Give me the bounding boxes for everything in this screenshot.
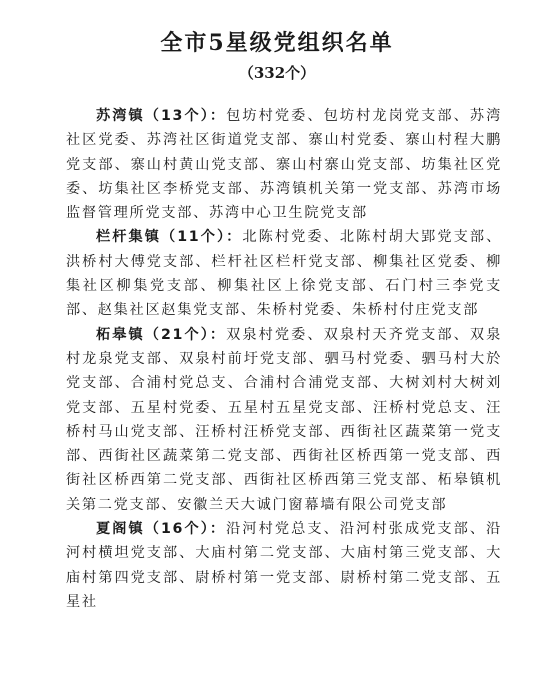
town-section-zhegao [66, 323, 502, 517]
town-heading: 栏杆集镇（11个）： [96, 229, 243, 246]
organization-list: 北陈村党委、北陈村胡大郢党支部、洪桥村大傅党支部、栏杆社区栏杆党支部、柳集社区党委、柳集社区柳集党支部、柳集社区上徐党支部、石门村三李党支部、赵集社区赵集党支部、朱桥村党委、朱桥村付庄党支部 [66, 229, 502, 319]
town-heading: 夏阁镇（16个）： [96, 521, 227, 538]
town-section-langanji [66, 225, 502, 322]
organization-count: （332个） [238, 64, 316, 82]
town-heading: 苏湾镇（13个）： [96, 108, 227, 124]
town-heading: 柘皋镇（21个）： [96, 326, 227, 343]
organization-list: 沿河村党总支、沿河村张成党支部、沿河村横坦党支部、大庙村第二党支部、大庙村第三党支部、大庙村第四党支部、尉桥村第一党支部、尉桥村第二党支部、五星社 [66, 521, 502, 610]
document-title: 全市5星级党组织名单 [160, 30, 394, 56]
organization-list: 包坊村党委、包坊村龙岗党支部、苏湾社区党委、苏湾社区街道党支部、寨山村党委、寨山村程大鹏党支部、寨山村黄山党支部、寨山村寨山党支部、坊集社区党委、坊集社区李桥党支部、苏湾镇机关第一党支部、苏湾市场监督管理所党支部、苏湾中心卫生院党支部 [66, 108, 502, 222]
town-section-suwan [66, 104, 502, 225]
document-body [0, 104, 554, 614]
town-section-xiage [66, 517, 502, 614]
organization-list: 双泉村党委、双泉村天齐党支部、双泉村龙泉党支部、双泉村前圩党支部、驷马村党委、驷马村大於党支部、合浦村党总支、合浦村合浦党支部、大树刘村大树刘党支部、五星村党委、五星村五星党支部、汪桥村党总支、汪桥村马山党支部、汪桥村汪桥党支部、西街社区蔬菜第一党支部、西街社区蔬菜第二党支部、西街社区桥西第一党支部、西街社区桥西第二党支部、西街社区桥西第三党支部、柘皋镇机关第二党支部、安徽兰天大诚门窗幕墙有限公司党支部 [66, 326, 502, 513]
